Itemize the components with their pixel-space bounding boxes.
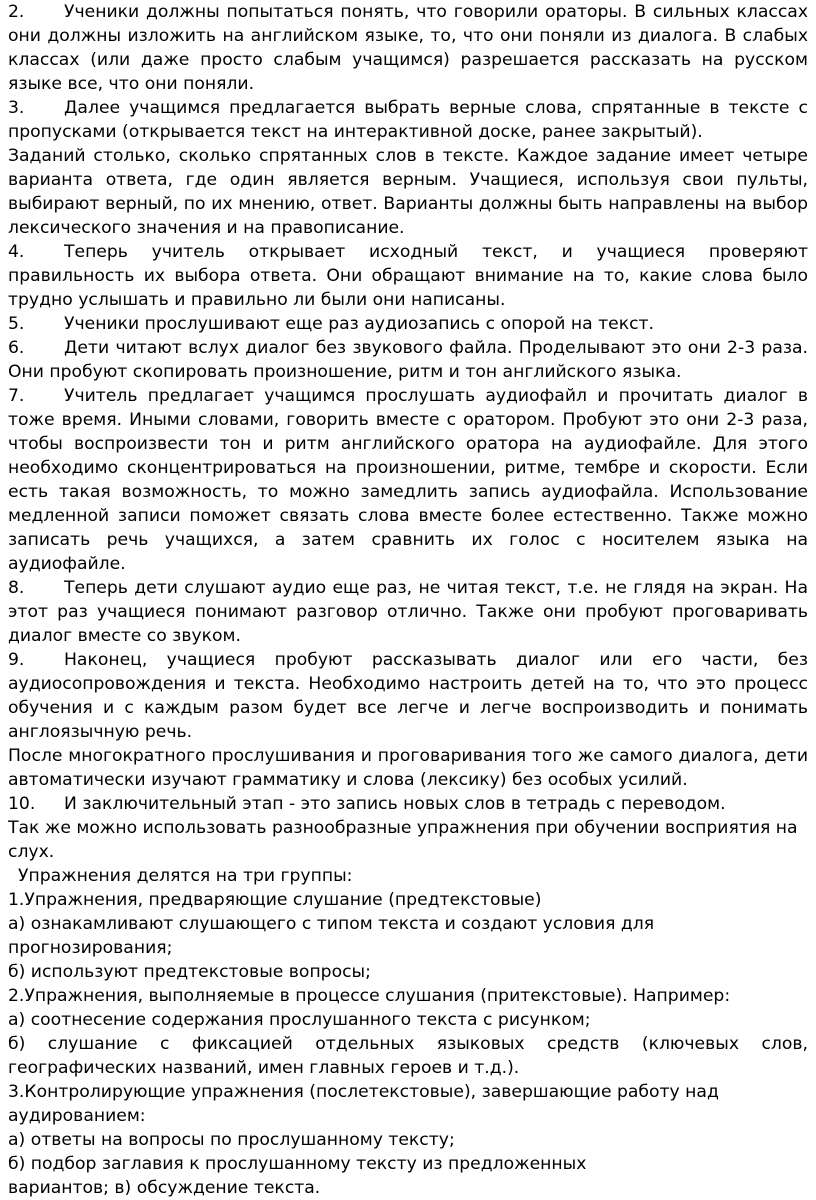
item-text: После многократного прослушивания и проговаривания того же самого диалога, дети автоматически изучают грамматику и слова (лексику) без особых усилий. bbox=[8, 746, 808, 790]
item-10 bbox=[8, 792, 808, 816]
item-text: Теперь дети слушают аудио еще раз, не читая текст, т.е. не глядя на экран. На этот раз учащиеся понимают разговор отлично. Также они пробуют проговаривать диалог вместе со звуком. bbox=[8, 578, 808, 646]
item-number: 2. bbox=[8, 2, 25, 22]
exercise-group-1-b: б) используют предтекстовые вопросы; bbox=[8, 962, 371, 982]
item-text: Ученики должны попытаться понять, что говорили ораторы. В сильных классах они должны изложить на английском языке, то, что они поняли из диалога. В слабых классах (или даже просто слабым учащимся) разрешается рассказать на русском языке все, что они поняли. bbox=[8, 2, 808, 94]
item-number: 4. bbox=[8, 242, 25, 262]
item-4 bbox=[8, 240, 808, 312]
item-3 bbox=[8, 96, 808, 144]
exercise-group-2-a: а) соотнесение содержания прослушанного текста с рисунком; bbox=[8, 1010, 591, 1030]
exercise-group-2-b: б) слушание с фиксацией отдельных языковых средств (ключевых слов, географических названий, имен главных героев и т.д.). bbox=[8, 1034, 808, 1078]
item-9-note bbox=[8, 744, 808, 792]
exercise-group-1-a: а) ознакамливают слушающего с типом текста и создают условия для прогнозирования; bbox=[8, 914, 655, 958]
item-number: 8. bbox=[8, 578, 25, 598]
item-8 bbox=[8, 576, 808, 648]
item-number: 3. bbox=[8, 98, 25, 118]
item-text: И заключительный этап - это запись новых слов в тетрадь с переводом. bbox=[64, 794, 726, 814]
item-text: Заданий столько, сколько спрятанных слов в тексте. Каждое задание имеет четыре варианта ответа, где один является верным. Учащиеся, используя свои пульты, выбирают верный, по их мнению, ответ. Варианты должны быть направлены на выбор лексического значения и на правописание. bbox=[8, 146, 808, 238]
item-text: Теперь учитель открывает исходный текст, и учащиеся проверяют правильность их выбора ответа. Они обращают внимание на то, какие слова было трудно услышать и правильно ли были они написаны. bbox=[8, 242, 808, 310]
exercise-group-3-a: а) ответы на вопросы по прослушанному тексту; bbox=[8, 1130, 455, 1150]
item-text: Далее учащимся предлагается выбрать верные слова, спрятанные в тексте с пропусками (открывается текст на интерактивной доске, ранее закрытый). bbox=[8, 98, 808, 142]
item-number: 9. bbox=[8, 650, 25, 670]
item-number: 7. bbox=[8, 386, 25, 406]
exercise-group-1-title: 1.Упражнения, предваряющие слушание (предтекстовые) bbox=[8, 890, 542, 910]
item-number: 5. bbox=[8, 314, 25, 334]
item-2 bbox=[8, 0, 808, 96]
item-text: Ученики прослушивают еще раз аудиозапись с опорой на текст. bbox=[64, 314, 655, 334]
exercises-intro: Так же можно использовать разнообразные упражнения при обучении восприятия на слух. bbox=[8, 818, 798, 862]
item-number: 6. bbox=[8, 338, 25, 358]
exercise-group-3-title: 3.Контролирующие упражнения (послетекстовые), завершающие работу над аудированием: bbox=[8, 1082, 719, 1126]
exercises-groups-heading: Упражнения делятся на три группы: bbox=[18, 866, 353, 886]
item-text: Дети читают вслух диалог без звукового файла. Проделывают это они 2-3 раза. Они пробуют скопировать произношение, ритм и тон английского языка. bbox=[8, 338, 808, 382]
item-text: Учитель предлагает учащимся прослушать аудиофайл и прочитать диалог в тоже время. Иными словами, говорить вместе с оратором. Пробуют это они 2-3 раза, чтобы воспроизвести тон и ритм английского оратора на аудиофайле. Для этого необходимо сконцентрироваться на произношении, ритме, тембре и скорости. Если есть такая возможность, то можно замедлить запись аудиофайла. Использование медленной записи поможет связать слова вместе более естественно. Также можно записать речь учащихся, а затем сравнить их голос с носителем языка на аудиофайле. bbox=[8, 386, 808, 574]
item-number: 10. bbox=[8, 794, 36, 814]
item-5 bbox=[8, 312, 808, 336]
exercise-group-3-b: б) подбор заглавия к прослушанному тексту из предложенных вариантов; в) обсуждение текста. bbox=[8, 1154, 587, 1198]
item-6 bbox=[8, 336, 808, 384]
item-9 bbox=[8, 648, 808, 744]
exercise-group-2-title: 2.Упражнения, выполняемые в процессе слушания (притекстовые). Например: bbox=[8, 986, 731, 1006]
item-text: Наконец, учащиеся пробуют рассказывать диалог или его части, без аудиосопровождения и текста. Необходимо настроить детей на то, что это процесс обучения и с каждым разом будет все легче и легче воспроизводить и понимать англоязычную речь. bbox=[8, 650, 808, 742]
item-3-details bbox=[8, 144, 808, 240]
item-7 bbox=[8, 384, 808, 576]
